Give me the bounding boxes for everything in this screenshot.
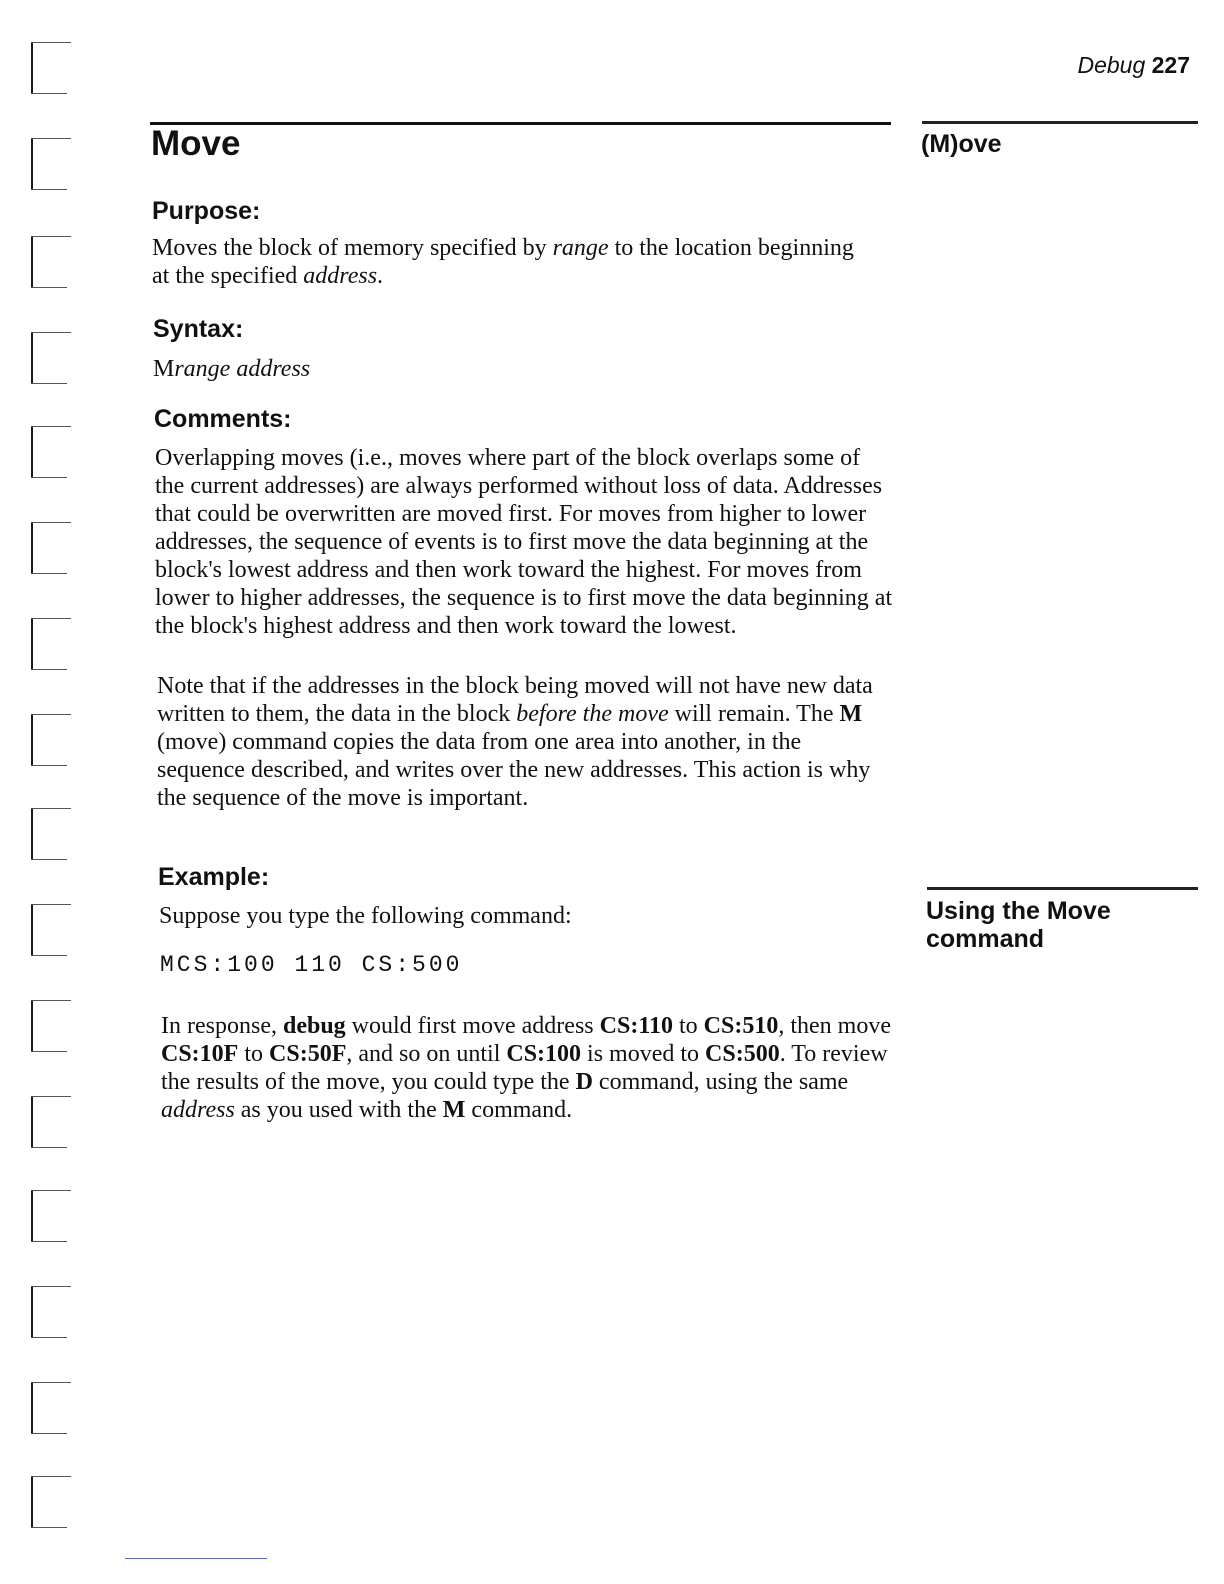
binder-mark (31, 904, 77, 956)
binder-mark (31, 808, 77, 860)
purpose-text: Moves the block of memory specified by range to the location beginning at the specified address. (152, 235, 854, 289)
sidebar-rule (922, 121, 1198, 124)
binder-mark (31, 1382, 77, 1434)
binder-mark (31, 426, 77, 478)
binder-mark (31, 522, 77, 574)
binder-mark (31, 1190, 77, 1242)
binder-mark (31, 42, 77, 94)
binder-mark (31, 236, 77, 288)
example-response: In response, debug would first move address CS:110 to CS:510, then move CS:10F to CS:50F, and so on until CS:100 is moved to CS:500. To review the results of the move, you could type the D command, using the same address as you used with the M command. (161, 1013, 891, 1123)
binder-mark (31, 1096, 77, 1148)
binder-mark (31, 618, 77, 670)
sidebar-label-move: (M)ove (921, 130, 1002, 158)
example-heading: Example: (158, 863, 270, 891)
example-command: MCS:100 110 CS:500 (160, 952, 463, 978)
running-head (1077, 52, 1190, 79)
binder-mark (31, 1286, 77, 1338)
example-intro: Suppose you type the following command: (159, 903, 572, 929)
binder-mark (31, 1000, 77, 1052)
binder-mark (31, 332, 77, 384)
sidebar-label-using-move: Using the Move command (926, 897, 1111, 953)
binder-mark (31, 138, 77, 190)
binder-mark (31, 714, 77, 766)
comments-heading: Comments: (154, 405, 292, 433)
page-title: Move (151, 124, 241, 163)
purpose-heading: Purpose: (152, 197, 261, 225)
comments-paragraph-1: Overlapping moves (i.e., moves where part of the block overlaps some of the current addresses) are always performed without loss of data. Addresses that could be overwritten are moved first. For moves from higher to lower addresses, the sequence of events is to first move the data beginning at the block's lowest address and then work toward the highest. For moves from lower to higher addresses, the sequence is to first move the data beginning at the block's highest address and then work toward the lowest. (155, 445, 893, 639)
section-rule (150, 122, 891, 125)
running-head-section: Debug (1077, 52, 1146, 78)
page-number: 227 (1151, 52, 1190, 78)
comments-paragraph-2: Note that if the addresses in the block being moved will not have new data written to them, the data in the block before the move will remain. The M (move) command copies the data from one area into another, in the sequence described, and writes over the new addresses. This action is why the sequence of the move is important. (157, 673, 873, 811)
sidebar-rule (927, 887, 1198, 890)
syntax-text: Mrange address (153, 356, 311, 382)
syntax-heading: Syntax: (153, 315, 244, 343)
footer-line (125, 1558, 267, 1559)
binder-mark (31, 1476, 77, 1528)
